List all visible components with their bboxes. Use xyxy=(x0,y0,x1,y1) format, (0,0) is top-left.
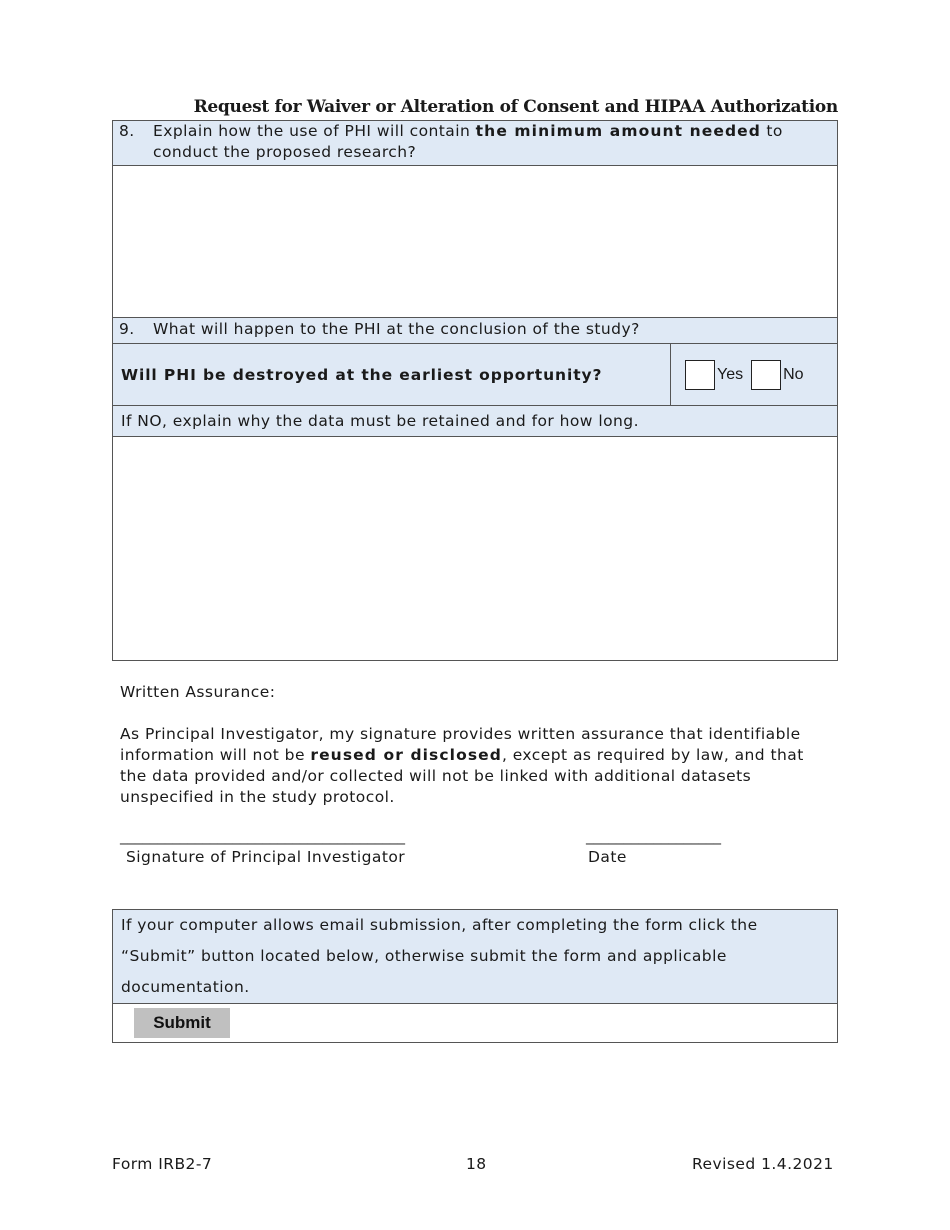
if-no-row: If NO, explain why the data must be retained and for how long. xyxy=(113,406,837,437)
yes-checkbox[interactable] xyxy=(685,360,715,390)
destroy-question-text: Will PHI be destroyed at the earliest opportunity? xyxy=(113,344,671,405)
retention-answer-field[interactable] xyxy=(113,437,837,660)
signature-line[interactable]: ______________________________________ xyxy=(120,827,405,845)
question-8-text xyxy=(153,121,829,163)
assurance-text-part2: , except as required by law, and that the data provided and/or collected will not be linked with additional datasets unspecified in the study protocol. xyxy=(120,746,804,806)
assurance-text-part1: As Principal Investigator, my signature provides written assurance that identifiable information will not be xyxy=(120,725,801,764)
yes-label: Yes xyxy=(717,365,744,383)
questions-table xyxy=(112,120,838,661)
assurance-text-bold: reused or disclosed xyxy=(310,746,502,764)
destroy-question-row xyxy=(113,344,837,406)
assurance-heading: Written Assurance: xyxy=(120,683,276,701)
assurance-paragraph xyxy=(120,724,830,808)
submit-instructions-text: If your computer allows email submission, after completing the form click the “Submit” button located below, otherwise submit the form and applicable documentation. xyxy=(121,916,758,996)
submit-row xyxy=(113,1004,837,1042)
submit-instructions xyxy=(113,910,837,1004)
question-8-answer-field[interactable] xyxy=(113,166,837,317)
date-label: Date xyxy=(588,848,627,866)
page-title: Request for Waiver or Alteration of Consent and HIPAA Authorization xyxy=(193,97,838,117)
revised-date: Revised 1.4.2021 xyxy=(692,1155,834,1173)
question-8-answer-row xyxy=(113,166,837,318)
page-number: 18 xyxy=(466,1155,487,1173)
date-line[interactable]: __________________ xyxy=(586,827,721,845)
question-8-number: 8. xyxy=(119,122,135,140)
form-id: Form IRB2-7 xyxy=(112,1155,213,1173)
question-9-number: 9. xyxy=(119,320,135,338)
destroy-options xyxy=(671,344,837,405)
question-8-row xyxy=(113,121,837,166)
question-8-text-part1: Explain how the use of PHI will contain xyxy=(153,122,476,140)
submit-box xyxy=(112,909,838,1043)
no-label: No xyxy=(783,365,804,383)
question-8-text-bold: the minimum amount needed xyxy=(475,122,761,140)
retention-answer-row xyxy=(113,437,837,660)
no-checkbox[interactable] xyxy=(751,360,781,390)
question-9-row xyxy=(113,318,837,344)
submit-button[interactable]: Submit xyxy=(134,1008,230,1038)
signature-label: Signature of Principal Investigator xyxy=(126,848,406,866)
question-9-text: What will happen to the PHI at the conclusion of the study? xyxy=(153,320,640,338)
question-8-text-part2: to conduct the proposed research? xyxy=(153,122,783,161)
